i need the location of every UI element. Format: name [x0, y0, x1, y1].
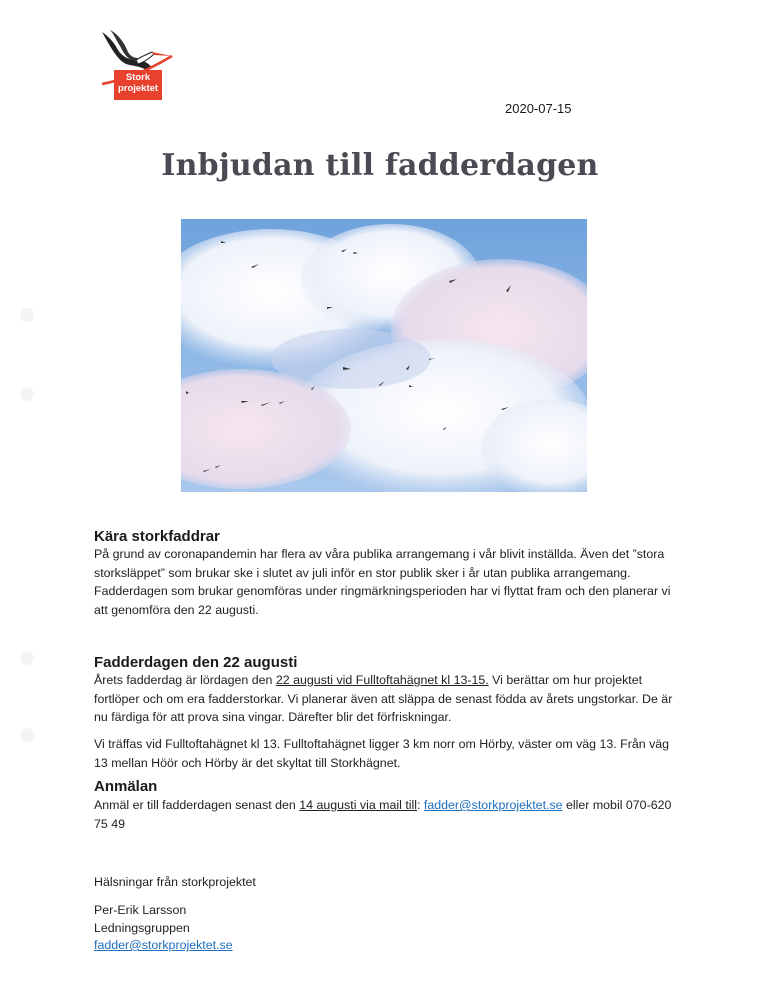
page-title: Inbjudan till fadderdagen: [161, 148, 599, 183]
event-date-location: 22 augusti vid Fulltoftahägnet kl 13-15.: [275, 673, 489, 687]
logo-text: [114, 72, 162, 94]
logo-line-2: projektet: [117, 83, 159, 94]
signer-name: Per-Erik Larsson: [94, 903, 187, 917]
registration-colon: :: [417, 798, 424, 812]
storkprojektet-logo: [92, 26, 182, 104]
section-text-directions: Vi träffas vid Fulltoftahägnet kl 13. Fulltoftahägnet ligger 3 km norr om Hörby, väster om väg 13. Från väg 13 mellan Höör och Hörby är det skyltat till Storkhägnet.: [94, 737, 670, 770]
section-text-intro: På grund av coronapandemin har flera av våra publika arrangemang i vår blivit inställda. Även det ”stora storksläppet” som brukar ske i slutet av juli inför en stor publik sker i år utan publika arrangemang. Fadderdagen som brukar genomföras under ringmärkningsperioden har vi flyttat fram och den planerar vi att genomföra den 22 augusti.: [94, 547, 671, 617]
punch-hole: [20, 387, 34, 401]
section-text-event: [94, 671, 684, 727]
section-text-registration: [94, 796, 674, 833]
registration-text-start: Anmäl er till fadderdagen senast den: [94, 798, 300, 812]
signer-role: Ledningsgruppen: [94, 921, 190, 935]
signer-email-link[interactable]: fadder@storkprojektet.se: [94, 938, 233, 952]
punch-hole: [20, 728, 34, 742]
punch-hole: [20, 308, 34, 322]
registration-deadline: 14 augusti via mail till: [299, 798, 418, 812]
section-heading-greeting: Kära storkfaddrar: [94, 528, 220, 545]
document-date: 2020-07-15: [505, 101, 572, 116]
punch-hole: [20, 651, 34, 665]
registration-text-end: eller mobil 070-620 75 49: [94, 798, 672, 831]
sky-with-storks-image: [181, 219, 587, 492]
section-heading-registration: Anmälan: [94, 778, 158, 795]
event-text-start: Årets fadderdag är lördagen den: [94, 673, 276, 687]
event-text-end: Vi berättar om hur projektet fortlöper och om era fadderstorkar. Vi planerar även att släppa de senast födda av årets ungstorkar. De är nu färdiga för att prova sina vingar. Därefter blir det förfriskningar.: [94, 673, 673, 724]
closing-greeting: Hälsningar från storkprojektet: [94, 875, 256, 889]
registration-email-link[interactable]: fadder@storkprojektet.se: [423, 798, 563, 812]
section-heading-event: Fadderdagen den 22 augusti: [94, 654, 298, 671]
logo-line-1: Stork: [125, 72, 151, 83]
